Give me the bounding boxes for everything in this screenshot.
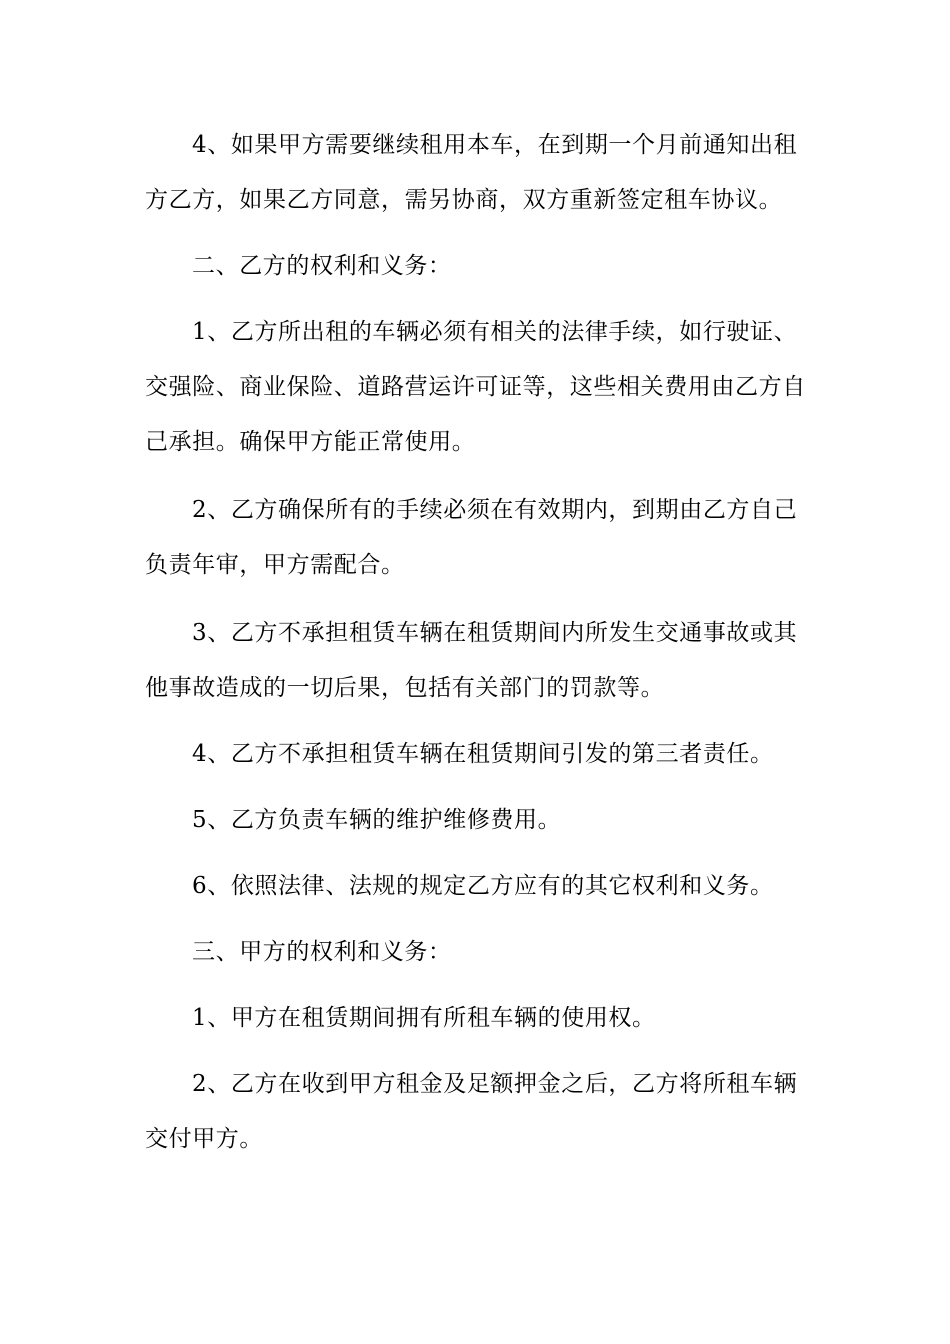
paragraph-b-accident-liability: 3、乙方不承担租赁车辆在租赁期间内所发生交通事故或其他事故造成的一切后果，包括有关部门的罚款等。 <box>145 620 798 701</box>
paragraph-a-usage-right: 1、甲方在租赁期间拥有所租车辆的使用权。 <box>192 1005 656 1031</box>
paragraph-b-legal-documents: 1、乙方所出租的车辆必须有相关的法律手续，如行驶证、交强险、商业保险、道路营运许可证等，这些相关费用由乙方自己承担。确保甲方能正常使用。 <box>145 319 806 455</box>
document-body <box>145 118 807 1167</box>
section-heading-party-a: 三、甲方的权利和义务： <box>192 939 452 965</box>
paragraph-b-maintenance: 5、乙方负责车辆的维护维修费用。 <box>192 807 562 833</box>
paragraph-renewal-clause: 4、如果甲方需要继续租用本车，在到期一个月前通知出租方乙方，如果乙方同意，需另协商，双方重新签定租车协议。 <box>145 132 798 213</box>
paragraph-b-other-rights: 6、依照法律、法规的规定乙方应有的其它权利和义务。 <box>192 873 774 899</box>
section-heading-party-b: 二、乙方的权利和义务： <box>192 253 452 279</box>
paragraph-b-validity: 2、乙方确保所有的手续必须在有效期内，到期由乙方自己负责年审，甲方需配合。 <box>145 497 798 578</box>
paragraph-b-third-party: 4、乙方不承担租赁车辆在租赁期间引发的第三者责任。 <box>192 741 774 767</box>
paragraph-a-delivery: 2、乙方在收到甲方租金及足额押金之后，乙方将所租车辆交付甲方。 <box>145 1071 798 1152</box>
